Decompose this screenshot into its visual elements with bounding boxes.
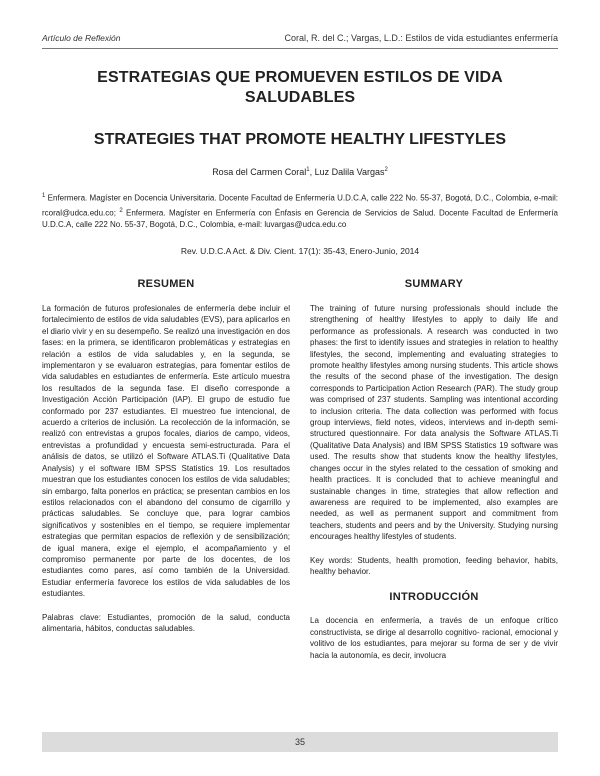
author-2: Luz Dalila Vargas — [314, 167, 385, 177]
title-spanish: ESTRATEGIAS QUE PROMUEVEN ESTILOS DE VIDA SALUDABLES — [97, 69, 503, 106]
introduccion-heading: INTRODUCCIÓN — [389, 591, 479, 604]
summary-heading: SUMMARY — [404, 278, 464, 290]
authors — [42, 167, 558, 177]
affil-2-text: Enfermera. Magíster en Enfermería con Énfasis en Gerencia de Servicios de Salud. Docente Facultad de Enfermería U.D.C.A, calle 222 No. 55-37, Bogotá, D.C., Colombia, e-mail: luvargas@udca.edu.co — [42, 208, 558, 230]
author-1: Rosa del Carmen Coral — [212, 167, 307, 177]
affil-1-sup: 1 — [42, 193, 46, 199]
affil-2-sup: 2 — [119, 207, 123, 214]
summary-text: The training of future nursing professionals should include the strengthening of healthy lifestyles to apply to daily life and performance as professionals. A research was conducted in two phases: the first to identify issues and strategies in relation to healthy lifestyles, the second, implementing and evaluating strategies to promote healthy lifestyles among nursing students. This article shows the results of the second phase of the investigation. The design corresponds to Participation Action Research (PAR). The study group was comprised of 237 students. Sampling was intentional according to inclusion criteria. The data collection was performed with focus group interviews, field notes, videos, interviews and in-depth semi-structured questionnaire. For data analysis the Software ATLAS.Ti (Qualitative Data Analysis) and IBM SPSS Statistics 19 software was used. The results show that students know the healthy lifestyles, changes occur in the styles related to the cessation of smoking and health practices. It is concluded that to achieve meaningful and sustainable changes in time, strategies that allow reflection and awareness are required to be implemented, also examples are needed, as well as permanent support and commitment from teachers, students and peers and by the University. Studying nursing encourages healthy lifestyles of students. — [310, 304, 558, 542]
summary-keywords: Key words: Students, health promotion, feeding behavior, habits, healthy behavior. — [310, 555, 558, 576]
page-number: 35 — [42, 732, 558, 752]
citation: Rev. U.D.C.A Act. & Div. Cient. 17(1): 35-43, Enero-Junio, 2014 — [180, 246, 420, 256]
introduccion-text: La docencia en enfermería, a través de un enfoque crítico constructivista, se dirige al desarrollo cognitivo- racional, emocional y volitivo de los estudiantes, para mejorar su forma de ser y de vivir hacia la autonomía, es decir, involucra — [310, 616, 558, 660]
section-label: Artículo de Reflexión — [42, 33, 121, 43]
author-2-sup: 2 — [384, 167, 388, 173]
resumen-keywords: Palabras clave: Estudiantes, promoción de la salud, conducta alimentaria, hábitos, conductas saludables. — [42, 612, 290, 633]
summary-column — [310, 278, 558, 661]
header-divider — [42, 48, 558, 49]
resumen-heading: RESUMEN — [137, 278, 195, 290]
resumen-column — [42, 278, 290, 634]
affiliations — [42, 190, 558, 231]
resumen-text: La formación de futuros profesionales de enfermería debe incluir el fortalecimiento de estilos de vida saludables (EVS), para aplicarlos en el diario vivir y en su desempeño. Se realizó una investigación en dos fases: en la primera, se identificaron problemáticas y estrategias en relación a estilos de vida saludables y, en la segunda, se implementaron y se evaluaron estrategias, para fomentar estilos de vida saludables en estudiantes de enfermería. Este artículo muestra los resultados de la segunda fase. El diseño corresponde a Investigación Acción Participación (IAP). El grupo de estudio fue conformado por 237 estudiantes. El muestreo fue intencional, de acuerdo a criterios de inclusión. La recolección de la información, se realizó con entrevistas a grupos focales, diarios de campo, videos, entrevistas a profundidad y encuesta semi-estructurada. Para el análisis de datos, se utilizó el Software ATLAS.Ti (Qualitative Data Analysis) y el software IBM SPSS Statistics 19. Los resultados muestran que los estudiantes conocen los estilos de vida saludables; sin embargo, falta ponerlos en práctica; se presentan cambios en los estilos relacionados con el abandono del consumo de cigarrillo y prácticas saludables. Se concluye que, para lograr cambios significativos y sostenibles en el tiempo, se requiere implementar estrategias que permitan espacios de reflexión y de sensibilización; de igual manera, exige el ejemplo, el acompañamiento y el compromiso permanente por parte de los docentes, de los estudiantes como pares, así como también de la Universidad. Estudiar enfermería favorece los estilos de vida saludables de los estudiantes. — [42, 304, 290, 599]
author-separator: , — [309, 167, 315, 177]
affil-1-text: Enfermera. Magíster en Docencia Universitaria. Docente Facultad de Enfermería U.D.C.A, calle 222 No. 55-37, Bogotá, D.C., Colombia, e-mail: rcoral@udca.edu.co; — [42, 193, 558, 218]
title-english: STRATEGIES THAT PROMOTE HEALTHY LIFESTYLES — [93, 131, 507, 148]
author-1-sup: 1 — [306, 167, 310, 173]
running-header: Coral, R. del C.; Vargas, L.D.: Estilos de vida estudiantes enfermería — [284, 33, 558, 43]
